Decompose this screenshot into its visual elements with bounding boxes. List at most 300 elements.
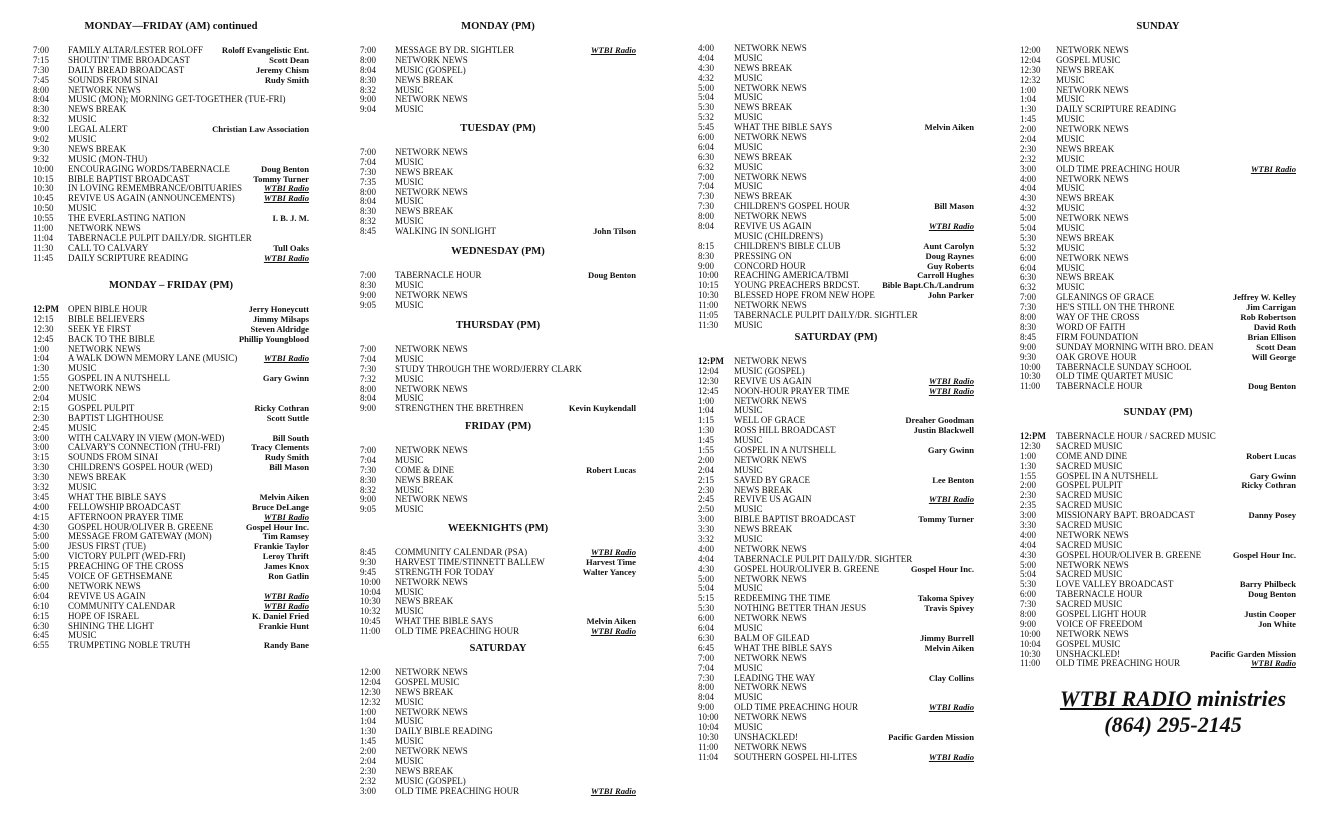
program-title: MUSIC bbox=[395, 484, 424, 495]
program-title: NETWORK NEWS bbox=[68, 383, 141, 394]
program-host: Bill Mason bbox=[269, 462, 309, 473]
program-title: HARVEST TIME/STINNETT BALLEW bbox=[395, 556, 545, 567]
section-title: FRIDAY (PM) bbox=[464, 421, 531, 432]
program-time: 8:00 bbox=[360, 383, 377, 394]
program-title: OLD TIME PREACHING HOUR bbox=[1056, 163, 1181, 174]
program-title: NETWORK NEWS bbox=[395, 576, 468, 587]
program-time: 5:00 bbox=[1020, 213, 1037, 224]
program-time: 5:00 bbox=[698, 82, 715, 93]
program-host: Pacific Garden Mission bbox=[888, 731, 974, 742]
program-time: 7:30 bbox=[360, 363, 377, 374]
program-time: 7:04 bbox=[698, 662, 715, 673]
program-host: Will George bbox=[1251, 351, 1296, 362]
program-time: 6:04 bbox=[33, 590, 50, 601]
program-host: Takoma Spivey bbox=[917, 593, 974, 604]
program-row bbox=[1020, 382, 1296, 392]
station-link[interactable]: WTBI Radio bbox=[928, 702, 974, 713]
program-title: WELL OF GRACE bbox=[734, 415, 806, 426]
station-link[interactable]: WTBI Radio bbox=[1250, 163, 1296, 174]
program-title: MUSIC bbox=[395, 299, 424, 310]
program-time: 9:05 bbox=[360, 504, 377, 515]
program-time: 11:04 bbox=[698, 751, 719, 762]
program-time: 2:04 bbox=[1020, 134, 1037, 145]
program-row bbox=[698, 753, 974, 763]
program-host: Doug Raynes bbox=[925, 250, 974, 261]
program-host: Brian Ellison bbox=[1247, 331, 1296, 342]
program-time: 7:00 bbox=[360, 344, 377, 354]
program-title: OPEN BIBLE HOUR bbox=[68, 304, 148, 314]
section-title: WEDNESDAY (PM) bbox=[451, 246, 545, 257]
program-time: 7:04 bbox=[360, 353, 377, 364]
program-host: Doug Benton bbox=[261, 163, 309, 174]
program-title: NETWORK NEWS bbox=[68, 84, 141, 95]
program-title: MUSIC bbox=[395, 216, 424, 227]
program-time: 4:00 bbox=[33, 501, 50, 512]
program-title: MUSIC bbox=[68, 422, 97, 433]
program-title: MUSIC bbox=[395, 504, 424, 515]
section-title: MONDAY—FRIDAY (AM) continued bbox=[84, 21, 258, 32]
program-title: LEGAL ALERT bbox=[68, 124, 128, 135]
program-list bbox=[360, 668, 636, 797]
program-title: MUSIC bbox=[734, 92, 763, 103]
program-title: MUSIC bbox=[734, 692, 763, 703]
program-time: 7:30 bbox=[698, 191, 715, 202]
program-time: 5:00 bbox=[33, 541, 50, 552]
program-time: 11:04 bbox=[33, 232, 54, 243]
program-title: JESUS FIRST (TUE) bbox=[68, 541, 146, 552]
program-time: 10:30 bbox=[698, 731, 719, 742]
program-time: 3:30 bbox=[1020, 520, 1037, 531]
program-host: Scott Dean bbox=[1256, 341, 1296, 352]
program-time: 5:32 bbox=[1020, 242, 1037, 253]
program-time: 2:45 bbox=[698, 494, 715, 505]
program-title: MUSIC (GOSPEL) bbox=[395, 64, 466, 75]
program-title: GOSPEL PULPIT bbox=[1056, 480, 1123, 491]
program-time: 6:32 bbox=[1020, 282, 1037, 293]
program-title: MUSIC bbox=[68, 203, 97, 214]
program-title: DAILY SCRIPTURE READING bbox=[1056, 104, 1177, 115]
program-host: Doug Benton bbox=[1248, 381, 1296, 392]
program-title: BIBLE BAPTIST BROADCAST bbox=[734, 514, 856, 525]
program-time: 8:04 bbox=[360, 393, 377, 404]
program-time: 7:30 bbox=[1020, 599, 1037, 610]
program-title: NETWORK NEWS bbox=[68, 580, 141, 591]
program-title: TRUMPETING NOBLE TRUTH bbox=[68, 640, 191, 651]
program-title: NEWS BREAK bbox=[1056, 272, 1115, 283]
program-title: NETWORK NEWS bbox=[734, 543, 807, 554]
program-time: 4:32 bbox=[698, 72, 715, 83]
program-time: 1:04 bbox=[698, 405, 715, 416]
program-host: Gary Gwinn bbox=[1249, 470, 1296, 481]
program-title: MUSIC bbox=[734, 141, 763, 152]
program-time: 9:00 bbox=[1020, 618, 1037, 629]
program-time: 8:00 bbox=[698, 682, 715, 693]
program-title: NETWORK NEWS bbox=[1056, 173, 1129, 184]
program-title: VOICE OF FREEDOM bbox=[1056, 618, 1143, 629]
program-title: GOSPEL PULPIT bbox=[68, 402, 135, 413]
program-title: MUSIC bbox=[734, 623, 763, 634]
program-list bbox=[698, 44, 974, 331]
station-link[interactable]: WTBI Radio bbox=[263, 193, 309, 204]
program-title: DAILY BIBLE READING bbox=[395, 726, 493, 737]
program-title: MESSAGE FROM GATEWAY (MON) bbox=[68, 531, 212, 542]
program-time: 4:15 bbox=[33, 511, 50, 522]
program-title: WHAT THE BIBLE SAYS bbox=[68, 491, 167, 502]
section-title: SATURDAY bbox=[469, 643, 527, 654]
program-title: SACRED MUSIC bbox=[1056, 599, 1123, 610]
program-host: Roloff Evangelistic Ent. bbox=[221, 45, 309, 55]
program-title: FIRM FOUNDATION bbox=[1056, 331, 1139, 342]
program-time: 7:32 bbox=[360, 373, 377, 384]
program-host: Tull Oaks bbox=[273, 242, 309, 253]
program-time: 2:00 bbox=[698, 454, 715, 465]
program-title: OLD TIME PREACHING HOUR bbox=[395, 785, 520, 796]
program-title: SACRED MUSIC bbox=[1056, 539, 1123, 550]
program-row bbox=[360, 627, 636, 637]
program-title: GOSPEL HOUR/OLIVER B. GREENE bbox=[734, 563, 880, 574]
program-title: MUSIC bbox=[395, 716, 424, 727]
program-host: Tim Ramsey bbox=[262, 531, 309, 542]
program-time: 8:00 bbox=[360, 186, 377, 197]
program-host: Frankie Hunt bbox=[258, 620, 309, 631]
program-title: WHAT THE BIBLE SAYS bbox=[734, 642, 833, 653]
program-title: NOTHING BETTER THAN JESUS bbox=[734, 603, 867, 614]
program-title: MUSIC bbox=[68, 134, 97, 145]
program-time: 4:00 bbox=[1020, 529, 1037, 540]
program-title: FELLOWSHIP BROADCAST bbox=[68, 501, 181, 512]
schedule-section bbox=[33, 279, 309, 651]
program-time: 12:PM bbox=[698, 356, 724, 366]
program-row bbox=[360, 404, 636, 414]
program-title: GOSPEL IN A NUTSHELL bbox=[68, 373, 170, 384]
program-title: MUSIC bbox=[1056, 282, 1085, 293]
station-link[interactable]: WTBI Radio bbox=[1250, 658, 1296, 669]
program-host: Randy Bane bbox=[263, 640, 309, 651]
program-time: 5:04 bbox=[698, 92, 715, 103]
program-time: 1:30 bbox=[1020, 460, 1037, 471]
program-title: MUSIC bbox=[395, 736, 424, 747]
program-time: 9:04 bbox=[360, 104, 377, 115]
program-time: 3:00 bbox=[1020, 163, 1037, 174]
program-title: MUSIC bbox=[734, 112, 763, 123]
program-title: BLESSED HOPE FROM NEW HOPE bbox=[734, 290, 875, 301]
program-time: 2:50 bbox=[698, 504, 715, 515]
program-time: 8:00 bbox=[33, 84, 50, 95]
program-time: 12:45 bbox=[33, 333, 54, 344]
program-host: Gospel Hour Inc. bbox=[1232, 549, 1296, 560]
program-title: TABERNACLE HOUR bbox=[395, 270, 482, 280]
program-title: MUSIC bbox=[395, 696, 424, 707]
program-time: 2:30 bbox=[1020, 490, 1037, 501]
program-title: CHILDREN'S GOSPEL HOUR (WED) bbox=[68, 462, 213, 473]
program-time: 8:04 bbox=[360, 196, 377, 207]
program-title: NETWORK NEWS bbox=[395, 494, 468, 505]
program-time: 9:30 bbox=[360, 556, 377, 567]
station-link[interactable]: WTBI Radio bbox=[590, 785, 636, 796]
program-time: 6:15 bbox=[33, 610, 50, 621]
program-time: 3:00 bbox=[1020, 510, 1037, 521]
program-time: 10:00 bbox=[360, 576, 381, 587]
program-title: SACRED MUSIC bbox=[1056, 569, 1123, 580]
program-time: 9:00 bbox=[360, 289, 377, 300]
program-time: 3:45 bbox=[33, 491, 50, 502]
program-time: 4:04 bbox=[698, 52, 715, 63]
program-time: 6:00 bbox=[698, 613, 715, 624]
program-title: STRENGTHEN THE BRETHREN bbox=[395, 403, 524, 414]
program-list bbox=[1020, 432, 1296, 669]
program-title: MUSIC bbox=[395, 756, 424, 767]
program-time: 4:04 bbox=[1020, 539, 1037, 550]
program-title: CALVARY'S CONNECTION (THU-FRI) bbox=[68, 442, 221, 453]
program-host: Phillip Youngblood bbox=[238, 333, 309, 344]
program-title: MUSIC bbox=[395, 606, 424, 617]
program-title: MUSIC bbox=[734, 319, 763, 330]
program-title: MUSIC bbox=[734, 504, 763, 515]
program-title: NEWS BREAK bbox=[395, 74, 454, 85]
program-title: MUSIC bbox=[1056, 94, 1085, 105]
station-link[interactable]: WTBI Radio bbox=[263, 600, 309, 611]
program-host: Gary Gwinn bbox=[927, 445, 974, 456]
program-title: MUSIC bbox=[734, 72, 763, 83]
program-time: 11:00 bbox=[698, 300, 719, 311]
program-title: TABERNACLE PULPIT DAILY/DR. SIGHTLER bbox=[734, 310, 918, 321]
program-title: NETWORK NEWS bbox=[1056, 45, 1129, 55]
program-title: OLD TIME PREACHING HOUR bbox=[734, 702, 859, 713]
program-title: NETWORK NEWS bbox=[68, 223, 141, 234]
program-time: 7:00 bbox=[360, 147, 377, 157]
program-title: NETWORK NEWS bbox=[395, 54, 468, 65]
station-link[interactable]: WTBI Radio bbox=[263, 353, 309, 364]
station-link[interactable]: WTBI Radio bbox=[928, 494, 974, 505]
program-title: TABERNACLE HOUR / SACRED MUSIC bbox=[1056, 431, 1216, 441]
program-title: SUNDAY MORNING WITH BRO. DEAN bbox=[1056, 341, 1214, 352]
program-host: David Roth bbox=[1253, 321, 1296, 332]
program-title: GOSPEL MUSIC bbox=[1056, 54, 1121, 65]
program-time: 2:30 bbox=[33, 412, 50, 423]
program-time: 12:45 bbox=[698, 385, 719, 396]
program-list bbox=[360, 271, 636, 311]
program-time: 1:55 bbox=[33, 373, 50, 384]
program-time: 1:30 bbox=[1020, 104, 1037, 115]
program-title: CHILDREN'S GOSPEL HOUR bbox=[734, 201, 850, 212]
program-time: 7:30 bbox=[698, 201, 715, 212]
program-title: TABERNACLE SUNDAY SCHOOL bbox=[1056, 361, 1192, 372]
program-title: UNSHACKLED! bbox=[734, 731, 798, 742]
program-time: 9:32 bbox=[33, 153, 50, 164]
program-time: 8:32 bbox=[360, 84, 377, 95]
program-host: Christian Law Association bbox=[212, 124, 309, 135]
schedule-section bbox=[360, 20, 636, 115]
program-time: 8:30 bbox=[33, 104, 50, 115]
program-title: MUSIC bbox=[734, 583, 763, 594]
program-title: MUSIC bbox=[395, 156, 424, 167]
program-time: 7:35 bbox=[360, 176, 377, 187]
program-title: MUSIC bbox=[68, 630, 97, 641]
program-row bbox=[33, 254, 309, 264]
program-time: 3:00 bbox=[33, 432, 50, 443]
program-time: 9:00 bbox=[33, 124, 50, 135]
program-title: MUSIC bbox=[395, 454, 424, 465]
program-host: Justin Blackwell bbox=[913, 425, 974, 436]
program-title: NETWORK NEWS bbox=[734, 43, 807, 53]
program-time: 2:00 bbox=[1020, 480, 1037, 491]
schedule-section bbox=[360, 319, 636, 414]
program-time: 7:30 bbox=[360, 166, 377, 177]
station-link[interactable]: WTBI Radio bbox=[263, 252, 309, 263]
program-title: NETWORK NEWS bbox=[734, 82, 807, 93]
station-link[interactable]: WTBI Radio bbox=[590, 547, 636, 557]
program-title: MUSIC (GOSPEL) bbox=[734, 365, 805, 376]
program-time: 1:45 bbox=[360, 736, 377, 747]
program-time: 2:45 bbox=[33, 422, 50, 433]
program-title: STUDY THROUGH THE WORD/JERRY CLARK bbox=[395, 363, 582, 374]
program-title: NEWS BREAK bbox=[395, 474, 454, 485]
program-time: 3:32 bbox=[698, 534, 715, 545]
program-time: 10:50 bbox=[33, 203, 54, 214]
program-title: NOON-HOUR PRAYER TIME bbox=[734, 385, 850, 396]
program-title: MUSIC bbox=[395, 84, 424, 95]
program-title: COMMUNITY CALENDAR (PSA) bbox=[395, 547, 528, 557]
program-title: MISSIONARY BAPT. BROADCAST bbox=[1056, 510, 1195, 521]
program-time: 4:30 bbox=[33, 521, 50, 532]
program-host: Tommy Turner bbox=[918, 514, 974, 525]
program-title: DAILY SCRIPTURE READING bbox=[68, 252, 189, 263]
program-title: MUSIC bbox=[734, 435, 763, 446]
program-title: NETWORK NEWS bbox=[734, 395, 807, 406]
program-title: REVIVE US AGAIN bbox=[734, 494, 812, 505]
program-title: NETWORK NEWS bbox=[734, 652, 807, 663]
program-time: 11:00 bbox=[33, 223, 54, 234]
station-link[interactable]: WTBI Radio bbox=[590, 45, 636, 55]
program-title: SACRED MUSIC bbox=[1056, 460, 1123, 471]
program-title: VOICE OF GETHSEMANE bbox=[68, 571, 173, 582]
program-time: 7:30 bbox=[360, 464, 377, 475]
program-time: 12:04 bbox=[360, 676, 381, 687]
program-time: 6:30 bbox=[1020, 272, 1037, 283]
program-time: 1:04 bbox=[33, 353, 50, 364]
program-time: 7:04 bbox=[698, 181, 715, 192]
program-title: NETWORK NEWS bbox=[734, 573, 807, 584]
program-host: Doug Benton bbox=[1248, 589, 1296, 600]
program-title: NEWS BREAK bbox=[395, 765, 454, 776]
program-time: 12:30 bbox=[33, 323, 54, 334]
program-title: OAK GROVE HOUR bbox=[1056, 351, 1137, 362]
program-time: 5:30 bbox=[1020, 579, 1037, 590]
program-title: MUSIC bbox=[734, 721, 763, 732]
program-title: YOUNG PREACHERS BRDCST. bbox=[734, 280, 860, 291]
program-time: 2:00 bbox=[1020, 124, 1037, 135]
program-host: Doug Benton bbox=[588, 270, 636, 280]
program-time: 6:30 bbox=[33, 620, 50, 631]
program-time: 1:45 bbox=[1020, 114, 1037, 125]
program-title: BACK TO THE BIBLE bbox=[68, 333, 155, 344]
program-time: 10:15 bbox=[33, 173, 54, 184]
program-time: 9:30 bbox=[33, 143, 50, 154]
station-link[interactable]: WTBI Radio bbox=[263, 590, 309, 601]
station-link[interactable]: WTBI Radio bbox=[928, 221, 974, 232]
program-time: 8:04 bbox=[360, 64, 377, 75]
program-time: 12:04 bbox=[1020, 54, 1041, 65]
program-title: REVIVE US AGAIN bbox=[68, 590, 146, 601]
program-time: 5:45 bbox=[698, 122, 715, 133]
program-title: CHILDREN'S BIBLE CLUB bbox=[734, 240, 841, 251]
program-row bbox=[33, 641, 309, 651]
program-title: GOSPEL IN A NUTSHELL bbox=[1056, 470, 1158, 481]
program-host: Bill Mason bbox=[934, 201, 974, 212]
program-title: CONCORD HOUR bbox=[734, 260, 806, 271]
station-link[interactable]: WTBI Radio bbox=[928, 385, 974, 396]
program-host: Melvin Aiken bbox=[259, 491, 309, 502]
program-title: SOUNDS FROM SINAI bbox=[68, 74, 159, 85]
program-time: 7:00 bbox=[360, 445, 377, 455]
program-title: BIBLE BELIEVERS bbox=[68, 313, 145, 324]
station-link[interactable]: WTBI Radio bbox=[928, 751, 974, 762]
program-title: WORD OF FAITH bbox=[1056, 321, 1126, 332]
program-title: MUSIC bbox=[68, 393, 97, 404]
program-time: 10:30 bbox=[33, 183, 54, 194]
program-title: REVIVE US AGAIN bbox=[734, 375, 812, 386]
program-title: MUSIC bbox=[1056, 153, 1085, 164]
program-host: I. B. J. M. bbox=[272, 213, 309, 224]
program-title: GOSPEL HOUR/OLIVER B. GREENE bbox=[1056, 549, 1202, 560]
program-time: 8:30 bbox=[360, 279, 377, 290]
program-title: LEADING THE WAY bbox=[734, 672, 816, 683]
program-time: 5:45 bbox=[33, 571, 50, 582]
program-host: Pacific Garden Mission bbox=[1210, 648, 1296, 659]
program-time: 10:04 bbox=[1020, 638, 1041, 649]
program-time: 4:30 bbox=[1020, 193, 1037, 204]
program-time: 5:04 bbox=[1020, 569, 1037, 580]
program-title: MUSIC bbox=[734, 161, 763, 172]
program-title: NEWS BREAK bbox=[68, 104, 127, 115]
program-title: REVIVE US AGAIN bbox=[734, 221, 812, 232]
station-link[interactable]: WTBI Radio bbox=[263, 183, 309, 194]
program-title: SACRED MUSIC bbox=[1056, 440, 1123, 451]
program-title: NETWORK NEWS bbox=[734, 454, 807, 465]
program-list bbox=[360, 446, 636, 515]
program-time: 7:00 bbox=[698, 171, 715, 182]
program-title: NETWORK NEWS bbox=[734, 613, 807, 624]
program-time: 1:00 bbox=[1020, 450, 1037, 461]
program-title: NETWORK NEWS bbox=[1056, 529, 1129, 540]
station-link[interactable]: WTBI Radio bbox=[928, 375, 974, 386]
section-title: SUNDAY (PM) bbox=[1123, 407, 1193, 418]
program-time: 5:00 bbox=[33, 531, 50, 542]
program-time: 1:15 bbox=[698, 415, 715, 426]
program-time: 4:00 bbox=[1020, 173, 1037, 184]
program-title: TABERNACLE HOUR bbox=[1056, 589, 1143, 600]
program-title: MUSIC (CHILDREN'S) bbox=[734, 230, 823, 241]
program-title: MUSIC bbox=[1056, 74, 1085, 85]
program-title: NEWS BREAK bbox=[734, 62, 793, 73]
program-time: 4:30 bbox=[698, 563, 715, 574]
schedule-section bbox=[360, 642, 636, 797]
program-title: NETWORK NEWS bbox=[395, 147, 468, 157]
program-time: 11:00 bbox=[698, 741, 719, 752]
program-host: Dreaher Goodman bbox=[905, 415, 974, 426]
station-link[interactable]: WTBI Radio bbox=[263, 511, 309, 522]
station-link[interactable]: WTBI Radio bbox=[590, 626, 636, 637]
schedule-section bbox=[1020, 20, 1296, 392]
program-title: MUSIC bbox=[1056, 114, 1085, 125]
program-time: 10:45 bbox=[33, 193, 54, 204]
program-time: 2:00 bbox=[360, 746, 377, 757]
program-time: 12:30 bbox=[1020, 440, 1041, 451]
section-title: SUNDAY bbox=[1136, 21, 1180, 32]
program-time: 2:04 bbox=[698, 464, 715, 475]
program-host: Leroy Thrift bbox=[262, 551, 309, 562]
program-title: NETWORK NEWS bbox=[734, 741, 807, 752]
